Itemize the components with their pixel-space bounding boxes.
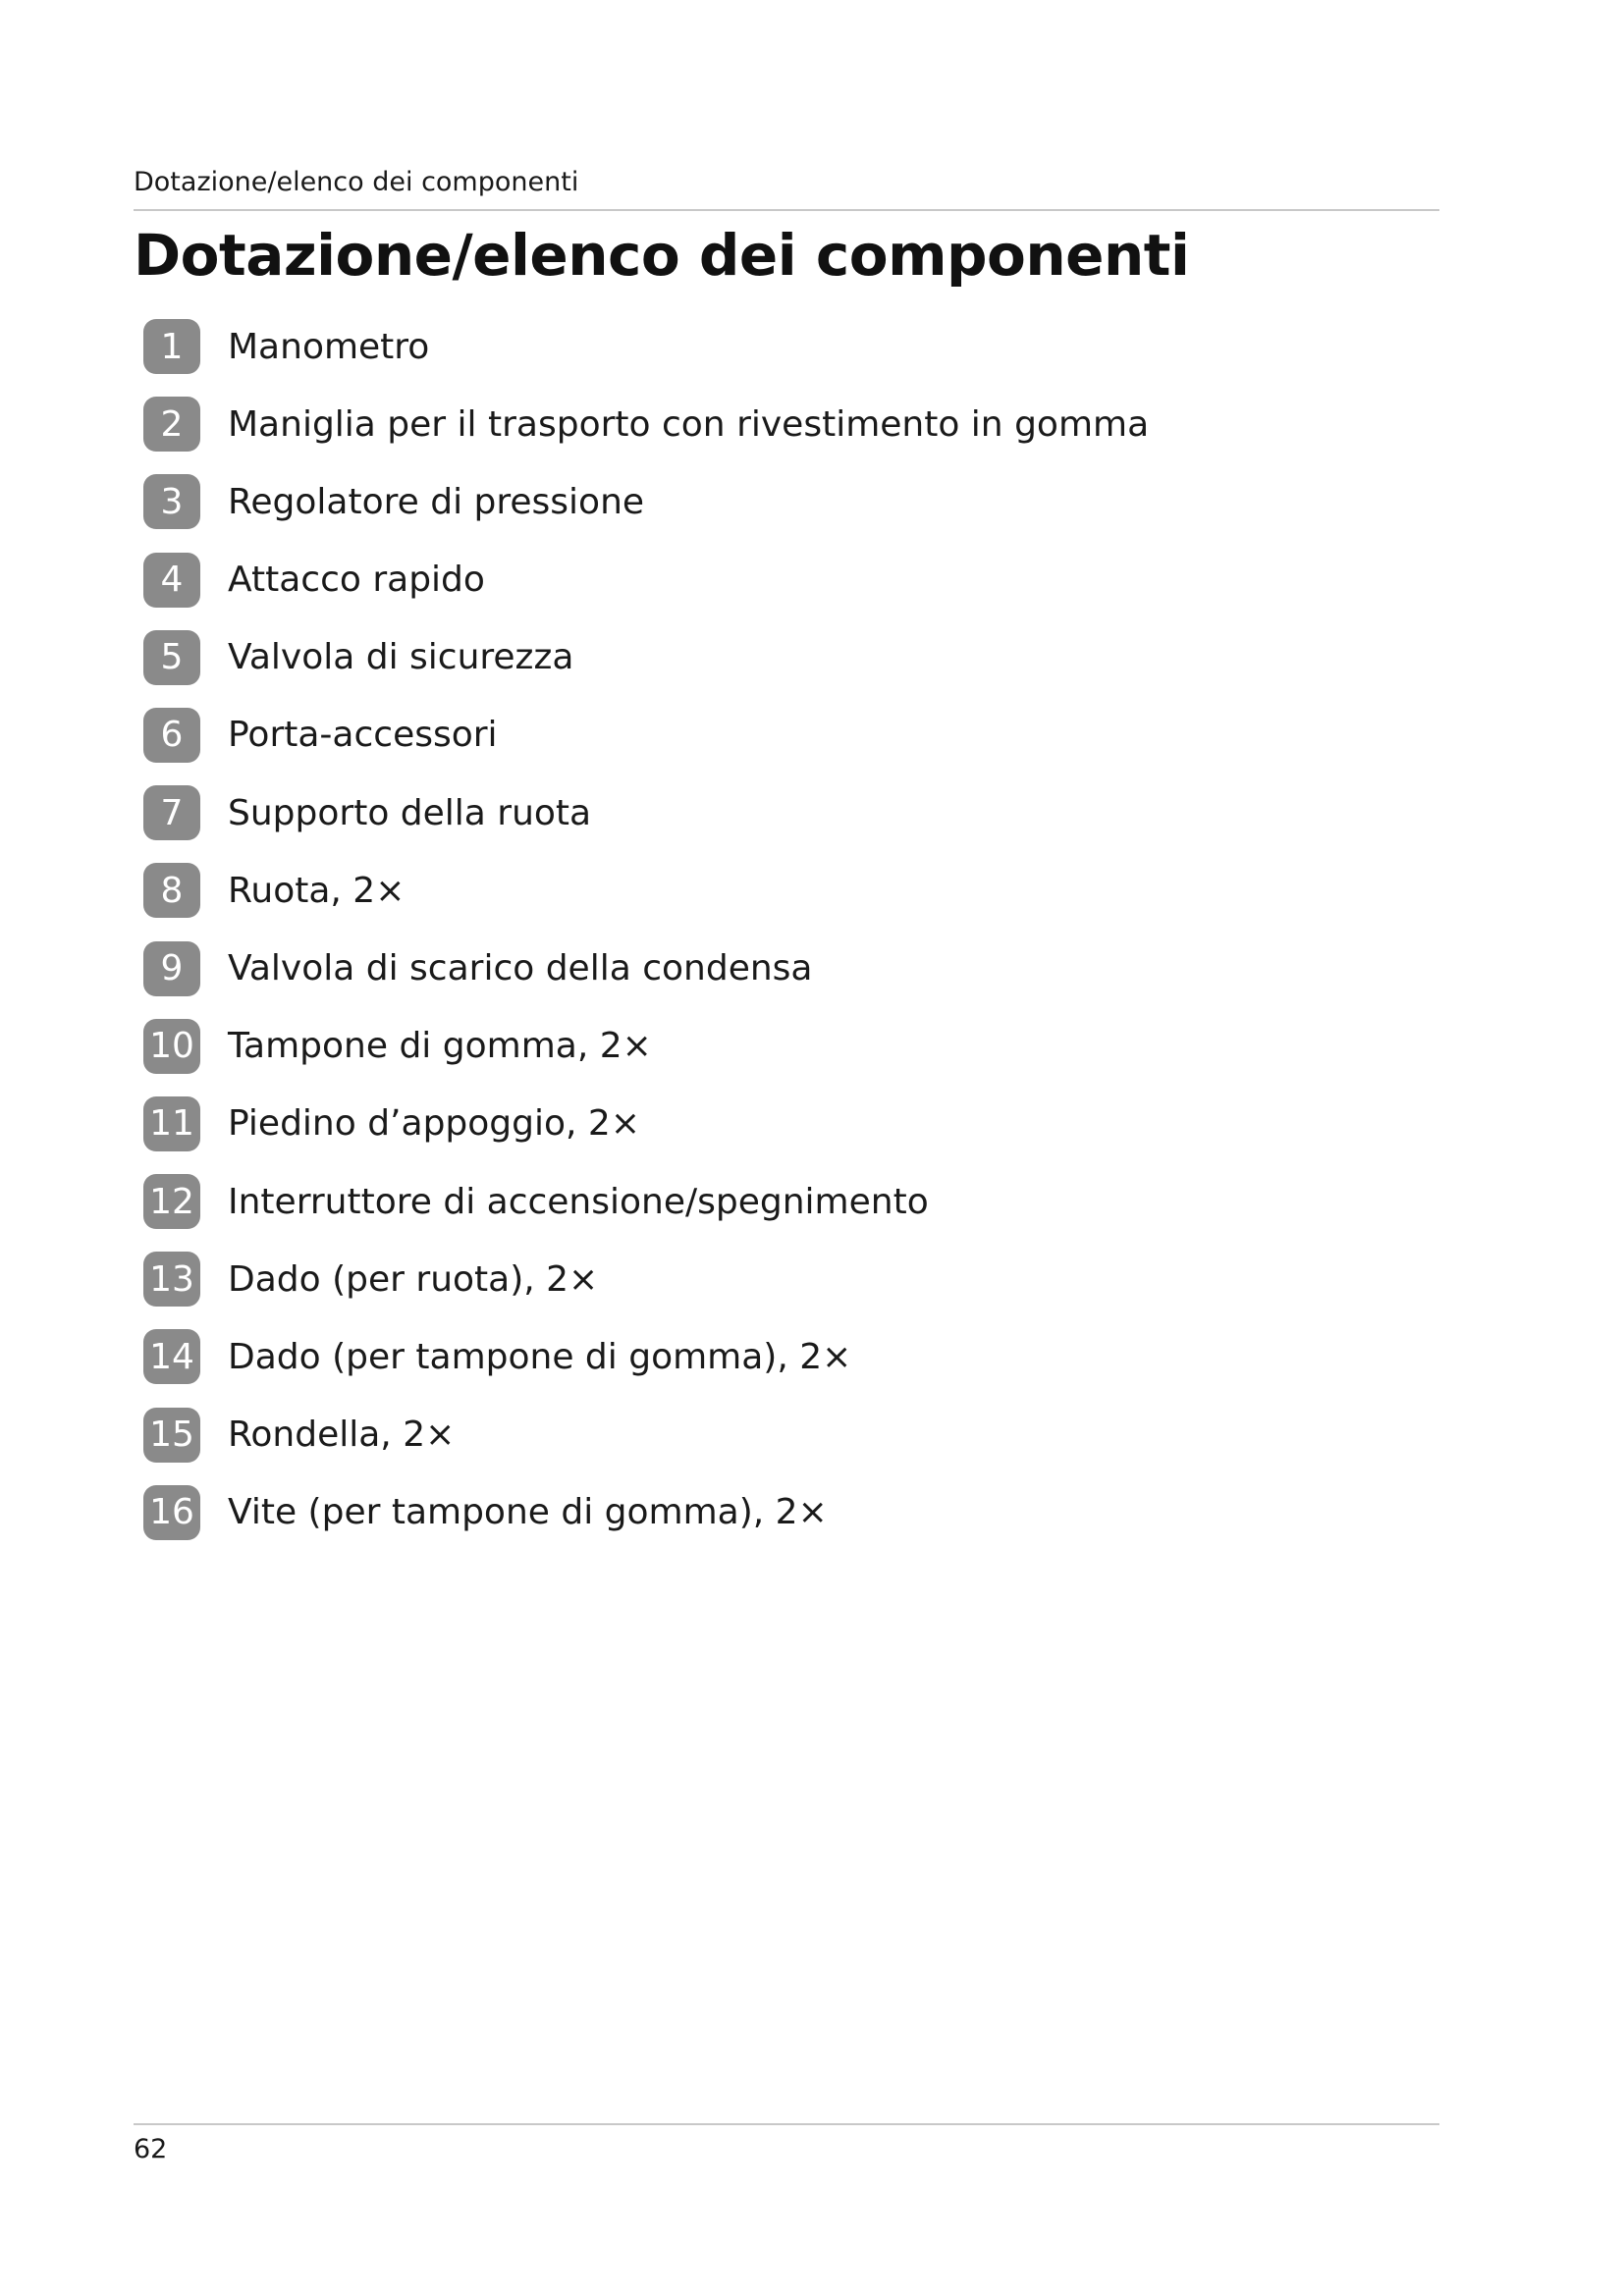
list-item [143,1018,1149,1075]
component-label: Piedino d’appoggio, 2× [228,1103,640,1145]
list-item [143,396,1149,453]
number-badge: 7 [143,785,200,840]
number-badge: 14 [143,1329,200,1384]
component-label: Dado (per tampone di gomma), 2× [228,1336,852,1377]
list-item [143,1328,1149,1385]
list-item [143,1095,1149,1152]
number-badge: 1 [143,319,200,374]
component-label: Tampone di gomma, 2× [228,1026,652,1067]
list-item [143,318,1149,375]
number-badge: 11 [143,1096,200,1151]
component-list [143,318,1149,1541]
list-item [143,940,1149,997]
number-badge: 15 [143,1408,200,1463]
list-item [143,552,1149,609]
component-label: Valvola di sicurezza [228,637,574,678]
number-badge: 13 [143,1252,200,1307]
component-label: Attacco rapido [228,560,485,601]
component-label: Regolatore di pressione [228,481,645,522]
number-badge: 6 [143,708,200,763]
running-header: Dotazione/elenco dei componenti [134,167,579,197]
component-label: Maniglia per il trasporto con rivestimento in gomma [228,403,1150,445]
number-badge: 10 [143,1019,200,1074]
component-label: Vite (per tampone di gomma), 2× [228,1492,828,1533]
page-number: 62 [134,2134,168,2164]
component-label: Manometro [228,326,430,367]
number-badge: 2 [143,397,200,452]
list-item [143,862,1149,919]
component-label: Supporto della ruota [228,792,592,833]
number-badge: 4 [143,553,200,608]
list-item [143,1484,1149,1541]
component-label: Dado (per ruota), 2× [228,1258,599,1300]
component-label: Rondella, 2× [228,1415,456,1456]
list-item [143,1173,1149,1230]
footer-divider [134,2123,1439,2125]
list-item [143,1251,1149,1308]
number-badge: 5 [143,630,200,685]
list-item [143,784,1149,841]
number-badge: 3 [143,474,200,529]
number-badge: 12 [143,1174,200,1229]
list-item [143,629,1149,686]
component-label: Interruttore di accensione/spegnimento [228,1181,929,1222]
number-badge: 16 [143,1485,200,1540]
header-divider [134,209,1439,211]
component-label: Porta-accessori [228,715,498,756]
list-item [143,473,1149,530]
number-badge: 8 [143,863,200,918]
list-item [143,1407,1149,1464]
component-label: Ruota, 2× [228,870,406,911]
component-label: Valvola di scarico della condensa [228,948,813,988]
number-badge: 9 [143,941,200,996]
list-item [143,707,1149,764]
page-title: Dotazione/elenco dei componenti [134,222,1190,289]
